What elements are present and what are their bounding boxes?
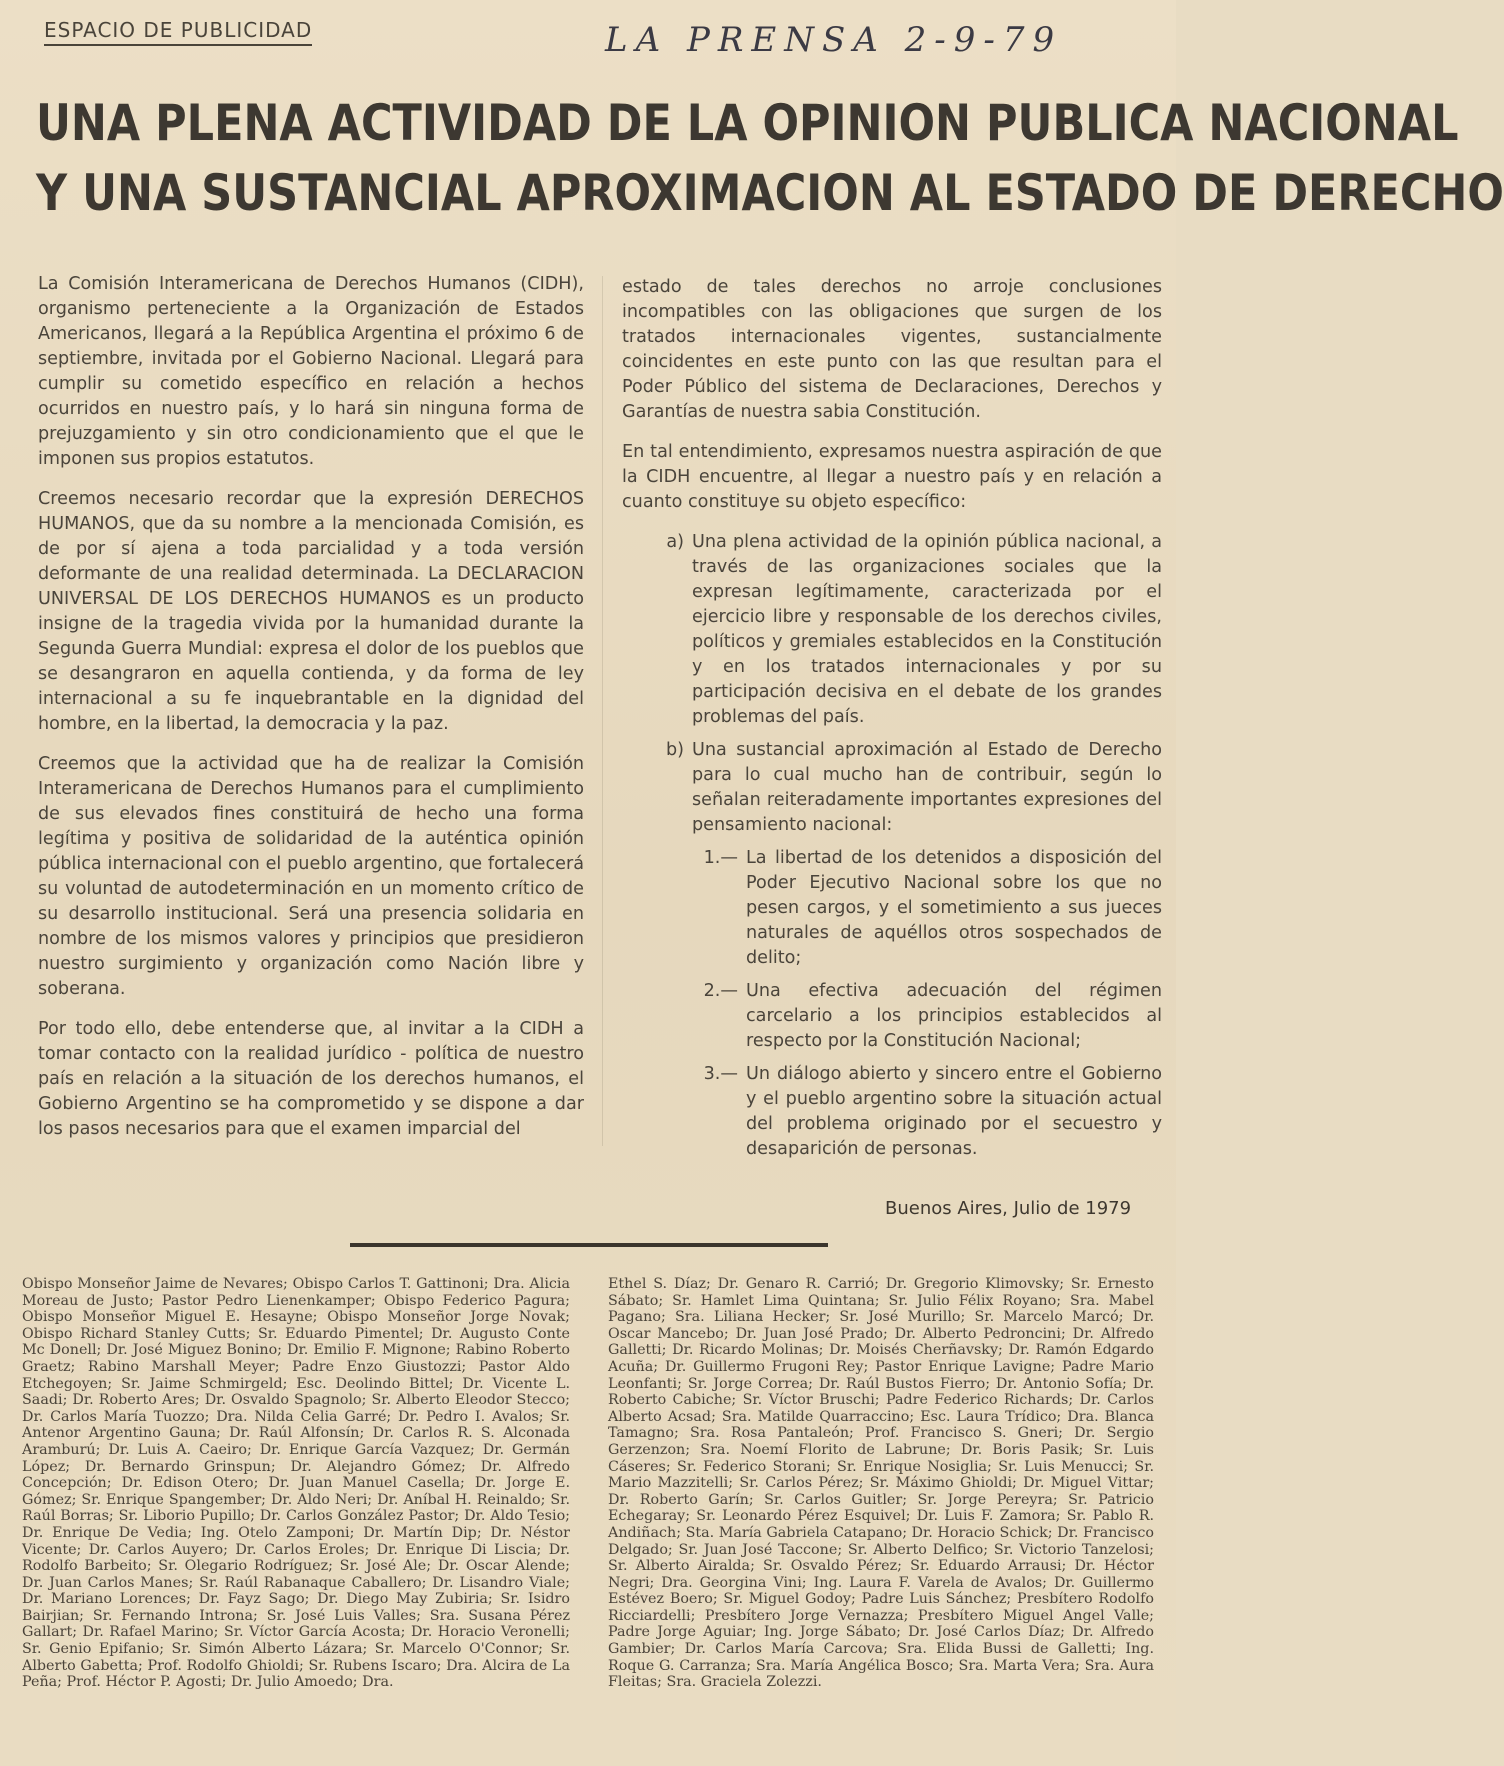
section-label: ESPACIO DE PUBLICIDAD — [44, 18, 312, 46]
list-text: Un diálogo abierto y sincero entre el Gobierno y el pueblo argentino sobre la situación actual del problema originado por el secuestro y desaparición de personas. — [746, 1064, 1162, 1159]
sublist-item-3 — [684, 1062, 1162, 1162]
horizontal-rule — [350, 1243, 828, 1247]
list-marker: 2.— — [703, 981, 738, 1001]
list-item-a — [646, 530, 1162, 730]
headline — [36, 88, 1504, 228]
list-text: Una plena actividad de la opinión pública nacional, a través de las organizaciones sociales que la expresan legítimamente, caracterizada por el ejercicio libre y responsable de los derechos civiles, políticos y gremiales establecidos en la Constitución y en los tratados internacionales y por su participación decisiva en el debate de los grandes problemas del país. — [692, 532, 1162, 727]
paragraph: Creemos que la actividad que ha de realizar la Comisión Interamericana de Derechos Humanos para el cumplimiento de sus elevados fines constituirá de hecho una forma legítima y positiva de solidaridad de la auténtica opinión pública internacional con el pueblo argentino, que fortalecerá su voluntad de autodeterminación en un momento crítico de su desarrollo institucional. Será una presencia solidaria en nombre de los mismos valores y principios que presidieron nuestro surgimiento y organización como Nación libre y soberana. — [38, 754, 584, 999]
list-text: Una efectiva adecuación del régimen carcelario a los principios establecidos al respecto por la Constitución Nacional; — [746, 981, 1162, 1051]
headline-line-2: Y UNA SUSTANCIAL APROXIMACION AL ESTADO DE DERECHO — [36, 164, 1504, 222]
list-marker: 1.— — [703, 848, 738, 868]
signatories-left: Obispo Monseñor Jaime de Nevares; Obispo Carlos T. Gattinoni; Dra. Alicia Moreau de Justo; Pastor Pedro Lienenkamper; Obispo Federico Pagura; Obispo Monseñor Miguel E. Hesayne; Obispo Monseñor Jorge Novak; Obispo Richard Stanley Cutts; Sr. Eduardo Pimentel; Dr. Augusto Conte Mc Donell; Dr. José Miguez Bonino; Dr. Emilio F. Mignone; Rabino Roberto Graetz; Rabino Marshall Meyer; Padre Enzo Giustozzi; Pastor Aldo Etchegoyen; Sr. Jaime Schmirgeld; Esc. Deolindo Bittel; Dr. Vicente L. Saadi; Dr. Roberto Ares; Dr. Osvaldo Spagnolo; Sr. Alberto Eleodor Stecco; Dr. Carlos María Tuozzo; Dra. Nilda Celia Garré; Dr. Pedro I. Avalos; Sr. Antenor Argentino Gauna; Dr. Raúl Alfonsín; Dr. Carlos R. S. Alconada Aramburú; Dr. Luis A. Caeiro; Dr. Enrique García Vazquez; Dr. Germán López; Dr. Bernardo Grinspun; Dr. Alejandro Gómez; Dr. Alfredo Concepción; Dr. Edison Otero; Dr. Juan Manuel Casella; Dr. Jorge E. Gómez; Sr. Enrique Spangember; Dr. Aldo Neri; Dr. Aníbal H. Reinaldo; Sr. Raúl Borras; Sr. Liborio Pupillo; Dr. Carlos González Pastor; Dr. Aldo Tesio; Dr. Enrique De Vedia; Ing. Otelo Zamponi; Dr. Martín Dip; Dr. Néstor Vicente; Dr. Carlos Auyero; Dr. Carlos Eroles; Dr. Enrique Di Liscia; Dr. Rodolfo Barbeito; Sr. Olegario Rodríguez; Sr. José Ale; Dr. Oscar Alende; Dr. Juan Carlos Manes; Sr. Raúl Rabanaque Caballero; Dr. Lisandro Viale; Dr. Mariano Lorences; Dr. Fayz Sago; Dr. Diego May Zubiria; Sr. Isidro Bairjian; Sr. Fernando Introna; Sr. José Luis Valles; Sra. Susana Pérez Gallart; Dr. Rafael Marino; Sr. Víctor García Acosta; Dr. Horacio Veronelli; Sr. Genio Epifanio; Sr. Simón Alberto Lázara; Sr. Marcelo O'Connor; Sr. Alberto Gabetta; Prof. Rodolfo Ghioldi; Sr. Rubens Iscaro; Dra. Alcira de La Peña; Prof. Héctor P. Agosti; Dr. Julio Amoedo; Dra. — [22, 1276, 570, 1691]
handwritten-note: LA PRENSA 2-9-79 — [605, 20, 1063, 60]
signoff-date: Buenos Aires, Julio de 1979 — [885, 1198, 1132, 1219]
list-marker: a) — [666, 532, 684, 552]
paragraph: estado de tales derechos no arroje conclusiones incompatibles con las obligaciones que surgen de los tratados internacionales vigentes, sustancialmente coincidentes en este punto con las que resultan para el Poder Público del sistema de Declaraciones, Derechos y Garantías de nuestra sabia Constitución. — [622, 277, 1162, 422]
list-marker: b) — [665, 740, 684, 760]
paragraph: Por todo ello, debe entenderse que, al invitar a la CIDH a tomar contacto con la realidad jurídico - política de nuestro país en relación a la situación de los derechos humanos, el Gobierno Argentino se ha comprometido y se dispone a dar los pasos necesarios para que el examen imparcial del — [38, 1019, 584, 1139]
left-column — [38, 272, 584, 1157]
list-text: La libertad de los detenidos a disposición del Poder Ejecutivo Nacional sobre los que no pesen cargos, y el sometimiento a sus jueces naturales de aquéllos otros sospechados de delito; — [746, 848, 1162, 968]
column-divider — [602, 276, 603, 1146]
list-text: Una sustancial aproximación al Estado de Derecho para lo cual mucho han de contribuir, según lo señalan reiteradamente importantes expresiones del pensamiento nacional: — [692, 740, 1162, 835]
sublist-item-1 — [684, 846, 1162, 971]
list-marker: 3.— — [703, 1064, 738, 1084]
paragraph: La Comisión Interamericana de Derechos Humanos (CIDH), organismo perteneciente a la Organización de Estados Americanos, llegará a la República Argentina el próximo 6 de septiembre, invitada por el Gobierno Nacional. Llegará para cumplir su cometido específico en relación a hechos ocurridos en nuestro país, y lo hará sin ninguna forma de prejuzgamiento y sin otro condicionamiento que el que le imponen sus propios estatutos. — [38, 274, 584, 469]
right-column — [622, 275, 1162, 1170]
sublist-item-2 — [684, 979, 1162, 1054]
headline-line-1: UNA PLENA ACTIVIDAD DE LA OPINION PUBLICA NACIONAL — [36, 94, 1459, 152]
paragraph: En tal entendimiento, expresamos nuestra aspiración de que la CIDH encuentre, al llegar a nuestro país y en relación a cuanto constituye su objeto específico: — [622, 442, 1162, 512]
paragraph: Creemos necesario recordar que la expresión DERECHOS HUMANOS, que da su nombre a la mencionada Comisión, es de por sí ajena a toda parcialidad y a toda versión deformante de una realidad determinada. La DECLARACION UNIVERSAL DE LOS DERECHOS HUMANOS es un producto insigne de la tragedia vivida por la humanidad durante la Segunda Guerra Mundial: expresa el dolor de los pueblos que se desangraron en aquella contienda, y da forma de ley internacional a su fe inquebrantable en la dignidad del hombre, en la libertad, la democracia y la paz. — [38, 489, 584, 734]
list-item-b — [646, 738, 1162, 838]
signatories-right: Ethel S. Díaz; Dr. Genaro R. Carrió; Dr. Gregorio Klimovsky; Sr. Ernesto Sábato; Sr. Hamlet Lima Quintana; Sr. Julio Félix Royano; Sra. Mabel Pagano; Sra. Liliana Hecker; Sr. José Murillo; Sr. Marcelo Marcó; Dr. Oscar Mancebo; Dr. Juan José Prado; Dr. Alberto Pedroncini; Dr. Alfredo Galletti; Dr. Ricardo Molinas; Dr. Moisés Cherñavsky; Dr. Ramón Edgardo Acuña; Dr. Guillermo Frugoni Rey; Pastor Enrique Lavigne; Padre Mario Leonfanti; Sr. Jorge Correa; Dr. Raúl Bustos Fierro; Dr. Antonio Sofía; Dr. Roberto Cabiche; Sr. Víctor Bruschi; Padre Federico Richards; Dr. Carlos Alberto Acsad; Sra. Matilde Quarraccino; Esc. Laura Trídico; Dra. Blanca Tamagno; Sra. Rosa Pantaleón; Prof. Francisco S. Gneri; Dr. Sergio Gerzenzon; Sra. Noemí Florito de Labrune; Dr. Boris Pasik; Sr. Luis Cáseres; Sr. Federico Storani; Sr. Enrique Nosiglia; Sr. Luis Menucci; Sr. Mario Mazzitelli; Sr. Carlos Pérez; Sr. Máximo Ghioldi; Dr. Miguel Vittar; Dr. Roberto Garín; Sr. Carlos Guitler; Sr. Jorge Pereyra; Sr. Patricio Echegaray; Sr. Leonardo Pérez Esquivel; Dr. Luis F. Zamora; Sr. Pablo R. Andiñach; Sta. María Gabriela Catapano; Dr. Horacio Schick; Dr. Francisco Delgado; Sr. Juan José Taccone; Sr. Alberto Delfico; Sr. Victorio Tanzelosi; Sr. Alberto Airalda; Sr. Osvaldo Pérez; Sr. Eduardo Arrausi; Dr. Héctor Negri; Dra. Georgina Vini; Ing. Laura F. Varela de Avalos; Dr. Guillermo Estévez Boero; Sr. Miguel Godoy; Padre Luis Sánchez; Presbítero Rodolfo Ricciardelli; Presbítero Jorge Vernazza; Presbítero Miguel Angel Valle; Padre Jorge Aguiar; Ing. Jorge Sábato; Dr. José Carlos Díaz; Dr. Alfredo Gambier; Dr. Carlos María Carcova; Sra. Elida Bussi de Galletti; Ing. Roque G. Carranza; Sra. María Angélica Bosco; Sra. Marta Vera; Sra. Aura Fleitas; Sra. Graciela Zolezzi. — [608, 1276, 1154, 1691]
